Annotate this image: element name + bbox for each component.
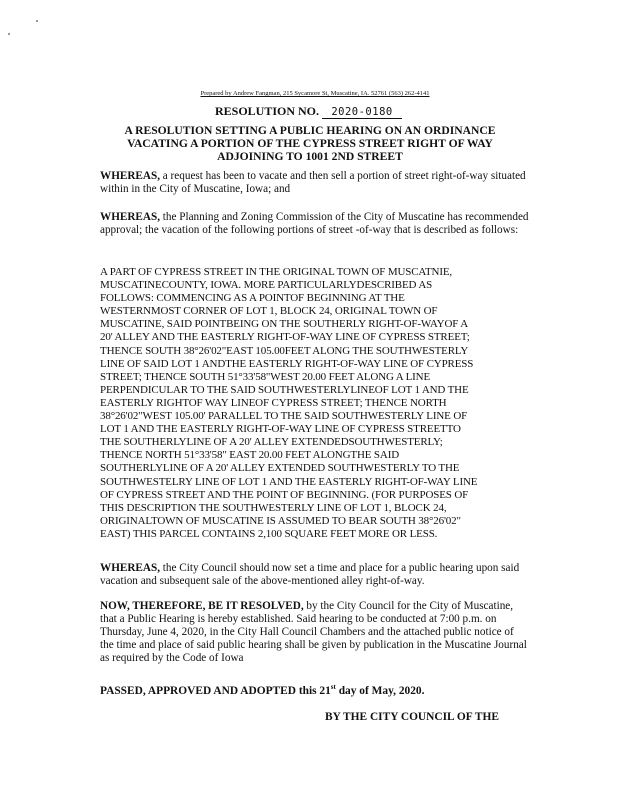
scan-speck xyxy=(36,20,38,22)
legal-line: SOUTHWESTELRY LINE OF LOT 1 AND THE EASTERLY RIGHT-OF-WAY LINE xyxy=(100,475,478,488)
legal-description xyxy=(100,266,530,541)
scan-speck xyxy=(8,33,10,35)
passed-text: PASSED, APPROVED AND ADOPTED this 21 xyxy=(100,684,331,697)
legal-line: ORIGINALTOWN OF MUSCATINE IS ASSUMED TO BEAR SOUTH 38°26'02" xyxy=(100,514,461,527)
legal-line: THIS DESCRIPTION THE SOUTHWESTERLY LINE OF LOT 1, BLOCK 24, xyxy=(100,501,447,514)
whereas-text: the City Council should now set a time and place for a public hearing upon said vacation and subsequent sale of the above-mentioned alley right-of-way. xyxy=(100,562,520,587)
whereas-paragraph-3 xyxy=(100,562,530,588)
legal-line: FOLLOWS: COMMENCING AS A POINTOF BEGINNING AT THE xyxy=(100,292,405,305)
legal-line: MUSCATINE, SAID POINTBEING ON THE SOUTHERLY RIGHT-OF-WAYOF A xyxy=(100,318,468,331)
whereas-paragraph-2 xyxy=(100,211,530,237)
legal-line: OF CYPRESS STREET AND THE POINT OF BEGINNING. (FOR PURPOSES OF xyxy=(100,488,469,501)
resolution-number-line xyxy=(0,104,617,119)
legal-line: 38°26'02"WEST 105.00' PARALLEL TO THE SAID SOUTHWESTERLY LINE OF xyxy=(100,410,468,423)
document-title: A RESOLUTION SETTING A PUBLIC HEARING ON AN ORDINANCE VACATING A PORTION OF THE CYPRESS STREET RIGHT OF WAY ADJOINING TO 1001 2ND STREET xyxy=(124,124,496,164)
legal-line: SOUTHERLYLINE OF A 20' ALLEY EXTENDED SOUTHWESTERLY TO THE xyxy=(100,462,460,475)
legal-line: THENCE NORTH 51°33'58" EAST 20.00 FEET ALONGTHE SAID xyxy=(100,449,399,462)
resolved-text: by the City Council for the City of Muscatine, that a Public Hearing is hereby established. Said hearing to be conducted at 7:00 p.m. on Thursday, June 4, 2020, in the City Hall Council Chambers and the attached public notice of the time and place of said public hearing shall be given by publication in the Muscatine Journal as required by the Code of Iowa xyxy=(100,600,527,664)
passed-ordinal: st xyxy=(330,683,336,691)
passed-statement xyxy=(100,683,424,697)
signature-block: BY THE CITY COUNCIL OF THE xyxy=(325,711,499,723)
legal-line: A PART OF CYPRESS STREET IN THE ORIGINAL TOWN OF MUSCATNIE, xyxy=(100,266,453,278)
legal-line: THE SOUTHERLYLINE OF A 20' ALLEY EXTENDEDSOUTHWESTERLY; xyxy=(100,436,443,449)
whereas-text: the Planning and Zoning Commission of the City of Muscatine has recommended approval; the vacation of the following portions of street -of-way that is described as follows: xyxy=(100,211,529,236)
legal-line: PERPENDICULAR TO THE SAID SOUTHWESTERLYLINEOF LOT 1 AND THE xyxy=(100,383,469,396)
legal-line: EASTERLY RIGHTOF WAY LINEOF CYPRESS STREET; THENCE NORTH xyxy=(100,396,447,409)
legal-line: LINE OF SAID LOT 1 ANDTHE EASTERLY RIGHT-OF-WAY LINE OF CYPRESS xyxy=(100,357,474,370)
legal-line: EAST) THIS PARCEL CONTAINS 2,100 SQUARE FEET MORE OR LESS. xyxy=(100,527,438,540)
passed-date: day of May, 2020. xyxy=(335,684,425,697)
legal-line: THENCE SOUTH 38°26'02"EAST 105.00FEET ALONG THE SOUTHWESTERLY xyxy=(100,344,469,357)
legal-line: MUSCATINECOUNTY, IOWA. MORE PARTICULARLYDESCRIBED AS xyxy=(100,279,433,292)
whereas-lead: WHEREAS, xyxy=(100,211,160,223)
whereas-lead: WHEREAS, xyxy=(100,562,160,574)
prepared-by-note: Prepared by Andrew Fangman, 215 Sycamore St, Muscatine, IA. 52761 (563) 262-4141 xyxy=(200,90,430,97)
resolution-label: RESOLUTION NO. xyxy=(214,104,320,118)
legal-line: 20' ALLEY AND THE EASTERLY RIGHT-OF-WAY LINE OF CYPRESS STREET; xyxy=(100,331,470,344)
legal-line: LOT 1 AND THE EASTERLY RIGHT-OF-WAY LINE OF CYPRESS STREETTO xyxy=(100,423,461,436)
resolved-lead: NOW, THEREFORE, BE IT RESOLVED, xyxy=(100,600,304,612)
whereas-paragraph-1 xyxy=(100,170,530,196)
resolution-number: 2020-0180 xyxy=(322,106,402,119)
whereas-text: a request has been to vacate and then sell a portion of street right-of-way situated within in the City of Muscatine, Iowa; and xyxy=(100,170,526,195)
resolved-paragraph xyxy=(100,600,530,665)
legal-line: WESTERNMOST CORNER OF LOT 1, BLOCK 24, ORIGINAL TOWN OF xyxy=(100,305,438,318)
legal-line: STREET; THENCE SOUTH 51°33'58"WEST 20.00 FEET ALONG A LINE xyxy=(100,370,431,383)
whereas-lead: WHEREAS, xyxy=(100,170,160,182)
